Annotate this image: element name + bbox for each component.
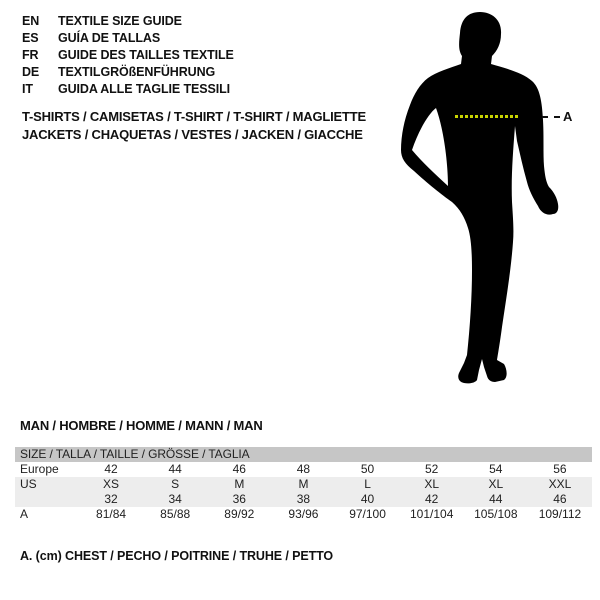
size-cell: 46 <box>553 492 567 506</box>
section-heading: MAN / HOMBRE / HOMME / MANN / MAN <box>20 418 263 433</box>
size-cell: 42 <box>425 492 439 506</box>
language-code: DE <box>22 64 40 79</box>
size-table <box>15 447 592 522</box>
category-line-1: T-SHIRTS / CAMISETAS / T-SHIRT / T-SHIRT / MAGLIETTE <box>22 109 366 124</box>
size-cell: 50 <box>360 462 375 476</box>
size-cell: XL <box>424 477 440 491</box>
language-label: TEXTILE SIZE GUIDE <box>58 13 182 28</box>
language-code: ES <box>22 30 39 45</box>
chest-measure-line <box>455 115 518 118</box>
size-cell: 36 <box>232 492 246 506</box>
size-cell: 85/88 <box>160 507 191 521</box>
size-cell: 44 <box>168 462 182 476</box>
measurement-note: A. (cm) CHEST / PECHO / POITRINE / TRUHE / PETTO <box>20 549 334 563</box>
language-row-en <box>22 12 234 29</box>
size-cell: 101/104 <box>409 507 454 521</box>
size-cell: 38 <box>296 492 311 506</box>
size-cell: 97/100 <box>349 507 386 521</box>
size-cell: 42 <box>104 462 118 476</box>
size-cell: XL <box>488 477 504 491</box>
language-guide-list <box>22 12 234 97</box>
language-label: TEXTILGRÖßENFÜHRUNG <box>58 64 216 79</box>
language-label: GUÍA DE TALLAS <box>58 30 161 45</box>
size-cell: XS <box>103 477 120 491</box>
size-cell: 32 <box>104 492 118 506</box>
row-label: A <box>20 507 29 521</box>
measure-callout-line <box>542 116 560 118</box>
man-silhouette <box>398 2 568 400</box>
language-code: FR <box>22 47 39 62</box>
category-line-2: JACKETS / CHAQUETAS / VESTES / JACKEN / GIACCHE <box>22 127 363 142</box>
size-cell: 56 <box>553 462 567 476</box>
size-cell: 52 <box>425 462 439 476</box>
size-table-body <box>15 462 592 522</box>
size-table-header: SIZE / TALLA / TAILLE / GRÖSSE / TAGLIA <box>15 447 592 462</box>
row-label: Europe <box>20 462 59 476</box>
size-cell: S <box>171 477 180 491</box>
table-row <box>15 492 592 507</box>
table-row <box>15 507 592 522</box>
size-cell: M <box>298 477 309 491</box>
row-label: US <box>20 477 37 491</box>
size-cell: 89/92 <box>224 507 255 521</box>
language-code: IT <box>22 81 33 96</box>
size-cell: 44 <box>489 492 503 506</box>
language-row-es <box>22 29 234 46</box>
size-cell: 48 <box>296 462 311 476</box>
language-row-de <box>22 63 234 80</box>
size-cell: 40 <box>360 492 375 506</box>
size-cell: 54 <box>489 462 503 476</box>
size-cell: 46 <box>232 462 246 476</box>
size-cell: 93/96 <box>288 507 319 521</box>
measure-label-a: A <box>563 109 573 124</box>
table-row <box>15 462 592 477</box>
language-label: GUIDE DES TAILLES TEXTILE <box>58 47 234 62</box>
language-row-it <box>22 80 234 97</box>
size-cell: L <box>364 477 371 491</box>
language-row-fr <box>22 46 234 63</box>
language-code: EN <box>22 13 40 28</box>
size-cell: 109/112 <box>538 507 582 521</box>
garment-category-lines <box>22 108 366 144</box>
size-cell: XXL <box>548 477 572 491</box>
language-label: GUIDA ALLE TAGLIE TESSILI <box>58 81 231 96</box>
table-row <box>15 477 592 492</box>
size-cell: 81/84 <box>96 507 127 521</box>
size-cell: 105/108 <box>474 507 518 521</box>
row-label <box>15 492 79 507</box>
size-cell: M <box>234 477 245 491</box>
man-silhouette-shape <box>401 12 558 383</box>
size-cell: 34 <box>168 492 182 506</box>
